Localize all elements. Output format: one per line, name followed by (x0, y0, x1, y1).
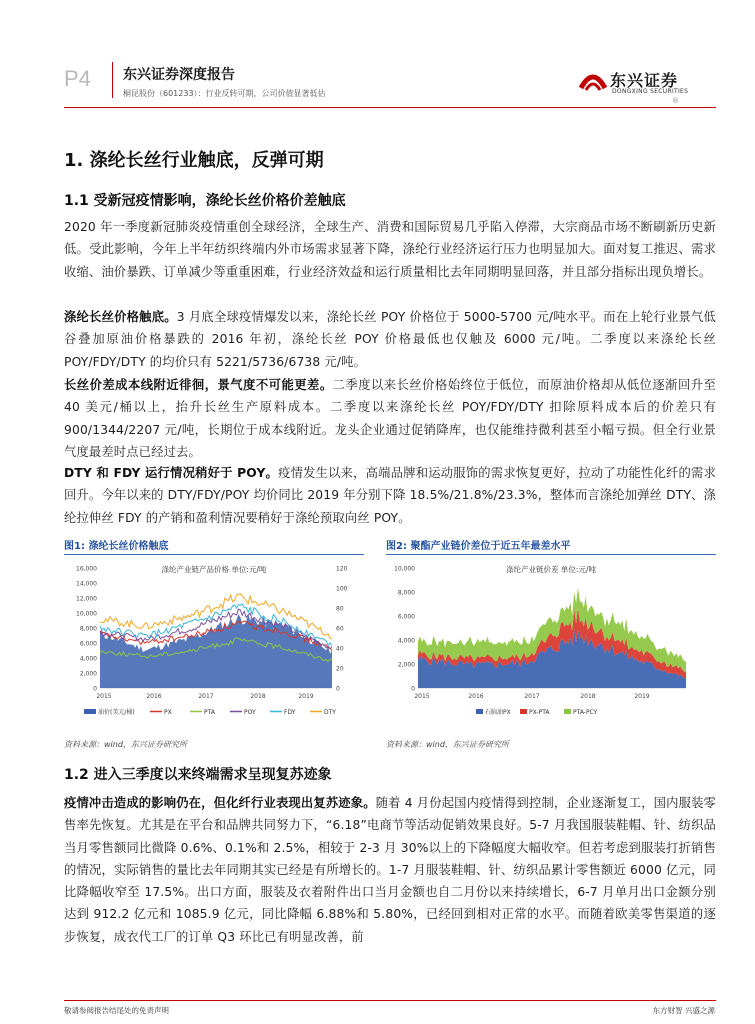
figure-1-rule (64, 554, 364, 555)
footer-rule (64, 1000, 716, 1001)
logo-english: DONGXING SECURITIES (612, 88, 689, 95)
x-tick-label: 2015 (96, 693, 112, 700)
y-right-tick-label: 20 (336, 665, 344, 673)
legend-label: PTA (204, 709, 215, 716)
legend-label: PX (164, 709, 172, 716)
y-tick-label: 6,000 (79, 640, 97, 648)
legend-label: PTA-PCY (573, 709, 598, 716)
paragraph-4-body: 疫情发生以来，高端品牌和运动服饰的需求恢复更好，拉动了功能性化纤的需求回升。今年以来的 DTY/FDY/POY 均价同比 2019 年分别下降 18.5%/21.8%/23.3%，整体而言涤纶加弹丝 DTY、涤纶拉伸丝 FDY 的产销和盈利情况要稍好于涤纶预取向丝 POY。 (64, 466, 716, 525)
y-tick-label: 6,000 (397, 613, 415, 621)
legend-swatch (476, 709, 483, 714)
figure-2-source: 资料来源：wind，东兴证券研究所 (386, 740, 509, 749)
paragraph-2-lead: 涤纶长丝价格触底。 (64, 310, 177, 324)
legend-label: POY (244, 709, 256, 716)
paragraph-2-body: 3 月底全球疫情爆发以来，涤纶长丝 POY 价格位于 5000-5700 元/吨水平。而在上轮行业景气低谷叠加原油价格暴跌的 2016 年初，涤纶长丝 POY 价格最低也仅触及 6000 元/吨。二季度以来涤纶长丝 POY/FDY/DTY 的均价只有 5221/5736/6738 元/吨。 (64, 310, 716, 369)
section-title: 1. 涤纶长丝行业触底，反弹可期 (64, 150, 324, 171)
figure-1-title: 图1: 涤纶长丝价格触底 (64, 541, 169, 552)
y-tick-label: 12,000 (76, 595, 97, 603)
y-right-tick-label: 60 (336, 625, 344, 633)
paragraph-3 (64, 374, 716, 463)
x-tick-label: 2016 (146, 693, 162, 700)
x-tick-label: 2017 (524, 693, 540, 700)
y-right-tick-label: 100 (336, 585, 348, 593)
y-right-tick-label: 0 (336, 685, 340, 693)
figure-2-rule (386, 554, 716, 555)
y-tick-label: 8,000 (79, 625, 97, 633)
x-tick-label: 2018 (580, 693, 596, 700)
chart-1-title: 涤纶产业链产品价格 单位:元/吨 (161, 565, 267, 574)
x-tick-label: 2018 (250, 693, 266, 700)
report-title: 东兴证券深度报告 (123, 67, 235, 83)
x-tick-label: 2015 (414, 693, 430, 700)
subsection-title-1-1: 1.1 受新冠疫情影响，涤纶长丝价格价差触底 (64, 193, 346, 209)
footer-disclaimer: 敬请参阅报告结尾处的免责声明 (64, 1006, 169, 1015)
y-tick-label: 10,000 (394, 565, 415, 573)
legend-label: PX-PTA (529, 709, 550, 716)
paragraph-1: 2020 年一季度新冠肺炎疫情重创全球经济，全球生产、消费和国际贸易几乎陷入停滞，大宗商品市场不断刷新历史新低。受此影响，今年上半年纺织终端内外市场需求显著下降，涤纶行业经济运行压力也明显加大。面对复工推迟、需求收缩、油价暴跌、订单减少等重重困难，行业经济效益和运行质量相比去年同期明显回落，并且部分指标出现负增长。 (64, 220, 716, 279)
company-logo-icon (577, 64, 609, 96)
legend-swatch (84, 709, 96, 714)
y-tick-label: 0 (93, 685, 97, 693)
y-tick-label: 10,000 (76, 610, 97, 618)
paragraph-2 (64, 306, 716, 373)
legend-swatch (564, 709, 571, 714)
x-tick-label: 2017 (198, 693, 214, 700)
logo-text: 东兴证券 (610, 71, 679, 90)
y-right-tick-label: 40 (336, 645, 344, 653)
paragraph-5-lead: 疫情冲击造成的影响仍在，但化纤行业表现出复苏迹象。 (64, 796, 376, 810)
paragraph-4 (64, 462, 716, 529)
figure-2-title: 图2: 聚酯产业链价差位于近五年最差水平 (386, 541, 571, 552)
figure-1-source: 资料来源：wind，东兴证券研究所 (64, 740, 187, 749)
paragraph-5-body: 随着 4 月份起国内疫情得到控制，企业逐渐复工，国内服装零售率先恢复。尤其是在平台和品牌共同努力下，“6.18”电商节等活动促销效果良好。5-7 月我国服装鞋帽、针、纺织品当月零售额同比微降 0.6%、0.1%和 2.5%，相较于 2-3 月 30%以上的下降幅度大幅收窄。但若考虑到服装打折销售的情况，实际销售的量比去年同期其实已经是有所增长的。1-7 月服装鞋帽、针、纺织品累计零售额近 6000 亿元，同比降幅收窄至 17.5%。出口方面，服装及衣着附件出口当月金额也自二月份以来持续增长，6-7 月单月出口金额分别达到 912.2 亿元和 1085.9 亿元，同比降幅 6.88%和 5.80%，已经回到相对正常的水平。而随着欧美零售渠道的逐步恢复，成衣代工厂的订单 Q3 环比已有明显改善，前 (64, 796, 716, 944)
report-subtitle: 桐昆股份（601233）：行业反转可期，公司价值显著低估 (123, 89, 326, 98)
y-tick-label: 4,000 (397, 637, 415, 645)
paragraph-5 (64, 792, 716, 948)
legend-label: 油价(美元/桶) (98, 709, 135, 716)
page-number: P4 (64, 66, 91, 91)
paragraph-3-lead: 长丝价差成本线附近徘徊，景气度不可能更差。 (64, 378, 333, 392)
y-tick-label: 8,000 (397, 589, 415, 597)
header-divider (112, 62, 113, 98)
legend-label: DTY (324, 709, 336, 716)
paragraph-3-body: 二季度以来长丝价格始终位于低位，而原油价格却从低位逐渐回升至 40 美元/桶以上，抬升长丝生产原料成本。二季度以来涤纶长丝 POY/FDY/DTY 扣除原料成本后的价差只有 900/1344/2207 元/吨，长期位于成本线附近。龙头企业通过促销降库，也仅能维持微利甚至小幅亏损。但全行业景气度最差时点已经过去。 (64, 378, 716, 459)
figure-2-chart (386, 558, 696, 730)
y-right-tick-label: 80 (336, 605, 344, 613)
x-tick-label: 2019 (298, 693, 314, 700)
chart-2-title: 涤纶产业链价差 单位:元/吨 (506, 565, 596, 574)
header-rule (64, 107, 716, 108)
legend-label: 石脑油PX (485, 709, 511, 716)
legend-swatch (520, 709, 527, 714)
x-tick-label: 2016 (468, 693, 484, 700)
subsection-title-1-2: 1.2 进入三季度以来终端需求呈现复苏迹象 (64, 767, 332, 783)
y-tick-label: 14,000 (76, 580, 97, 588)
y-right-tick-label: 120 (336, 565, 348, 573)
x-tick-label: 2019 (634, 693, 650, 700)
paragraph-4-lead: DTY 和 FDY 运行情况稍好于 POY。 (64, 466, 279, 480)
y-tick-label: 16,000 (76, 565, 97, 573)
y-tick-label: 2,000 (79, 670, 97, 678)
legend-label: FDY (284, 709, 296, 716)
figure-1-chart (64, 558, 364, 730)
footer-slogan: 东方财智 兴盛之源 (652, 1006, 715, 1015)
y-tick-label: 0 (411, 685, 415, 693)
y-tick-label: 2,000 (397, 661, 415, 669)
y-tick-label: 4,000 (79, 655, 97, 663)
registered-mark: ® (672, 97, 679, 105)
